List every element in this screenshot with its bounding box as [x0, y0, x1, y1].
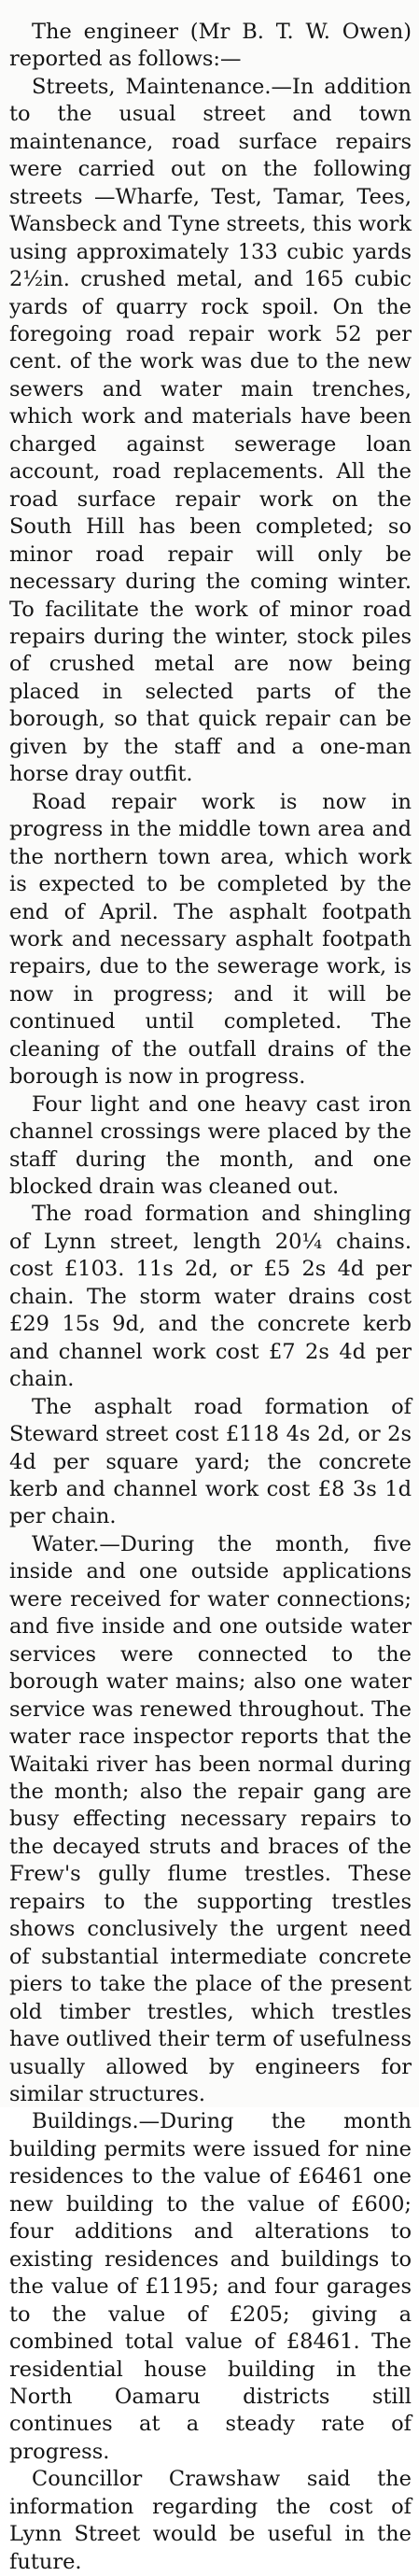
article-paragraph-channel-crossings: Four light and one heavy cast iron channel crossings were placed by the staff during the month, and one blocked drain was cleaned out. [9, 1091, 412, 1200]
article-paragraph-road-repair: Road repair work is now in progress in the middle town area and the northern town area, which work is expected to be completed by the end of April. The asphalt footpath work and necessary asphalt footpath repairs, due to the sewerage work, is now in progress; and it will be continued until completed. The cleaning of the outfall drains of the borough is now in progress. [9, 789, 412, 1090]
article-paragraph-councillor-comment: Councillor Crawshaw said the information regarding the cost of Lynn Street would be useful in the future. [9, 2467, 412, 2574]
article-paragraph-water: Water.—During the month, five inside and one outside applications were received for water connections; and five inside and one outside water services were connected to the borough water mains; also one water service was renewed throughout. The water race inspector reports that the Waitaki river has been normal during the month; also the repair gang are busy effecting necessary repairs to the decayed struts and braces of the Frew's gully flume trestles. These repairs to the supporting trestles shows conclusively the urgent need of substantial intermediate concrete piers to take the place of the present old timber trestles, which trestles have outlived their term of usefulness usually allowed by engineers for similar structures. [9, 1531, 412, 2106]
article-paragraph-buildings: Buildings.—During the month building permits were issued for nine residences to the value of £6461 one new building to the value of £600; four additions and alterations to existing residences and buildings to the value of £1195; and four garages to the value of £205; giving a combined total value of £8461. The residential house building in the North Oamaru districts still continues at a steady rate of progress. [9, 2109, 412, 2464]
article-paragraph-intro: The engineer (Mr B. T. W. Owen) reported as follows:— [9, 20, 412, 72]
article-paragraph-streets-maintenance: Streets, Maintenance.—In addition to the usual street and town maintenance, road surface repairs were carried out on the following streets —Wharfe, Test, Tamar, Tees, Wansbeck and Tyne streets, this work using approximately 133 cubic yards 2½in. crushed metal, and 165 cubic yards of quarry rock spoil. On the foregoing road repair work 52 per cent. of the work was due to the new sewers and water main trenches, which work and materials have been charged against sewerage loan account, road replacements. All the road surface repair work on the South Hill has been completed; so minor road repair will only be necessary during the coming winter. To facilitate the work of minor road repairs during the winter, stock piles of crushed metal are now being placed in selected parts of the borough, so that quick repair can be given by the staff and a one-man horse dray outfit. [9, 74, 412, 787]
article-paragraph-lynn-street: The road formation and shingling of Lynn street, length 20¼ chains. cost £103. 11s 2d, or £5 2s 4d per chain. The storm water drains cost £29 15s 9d, and the concrete kerb and channel work cost £7 2s 4d per chain. [9, 1202, 412, 1392]
article-paragraph-steward-street: The asphalt road formation of Steward street cost £118 4s 2d, or 2s 4d per square yard; the concrete kerb and channel work cost £8 3s 1d per chain. [9, 1394, 412, 1529]
